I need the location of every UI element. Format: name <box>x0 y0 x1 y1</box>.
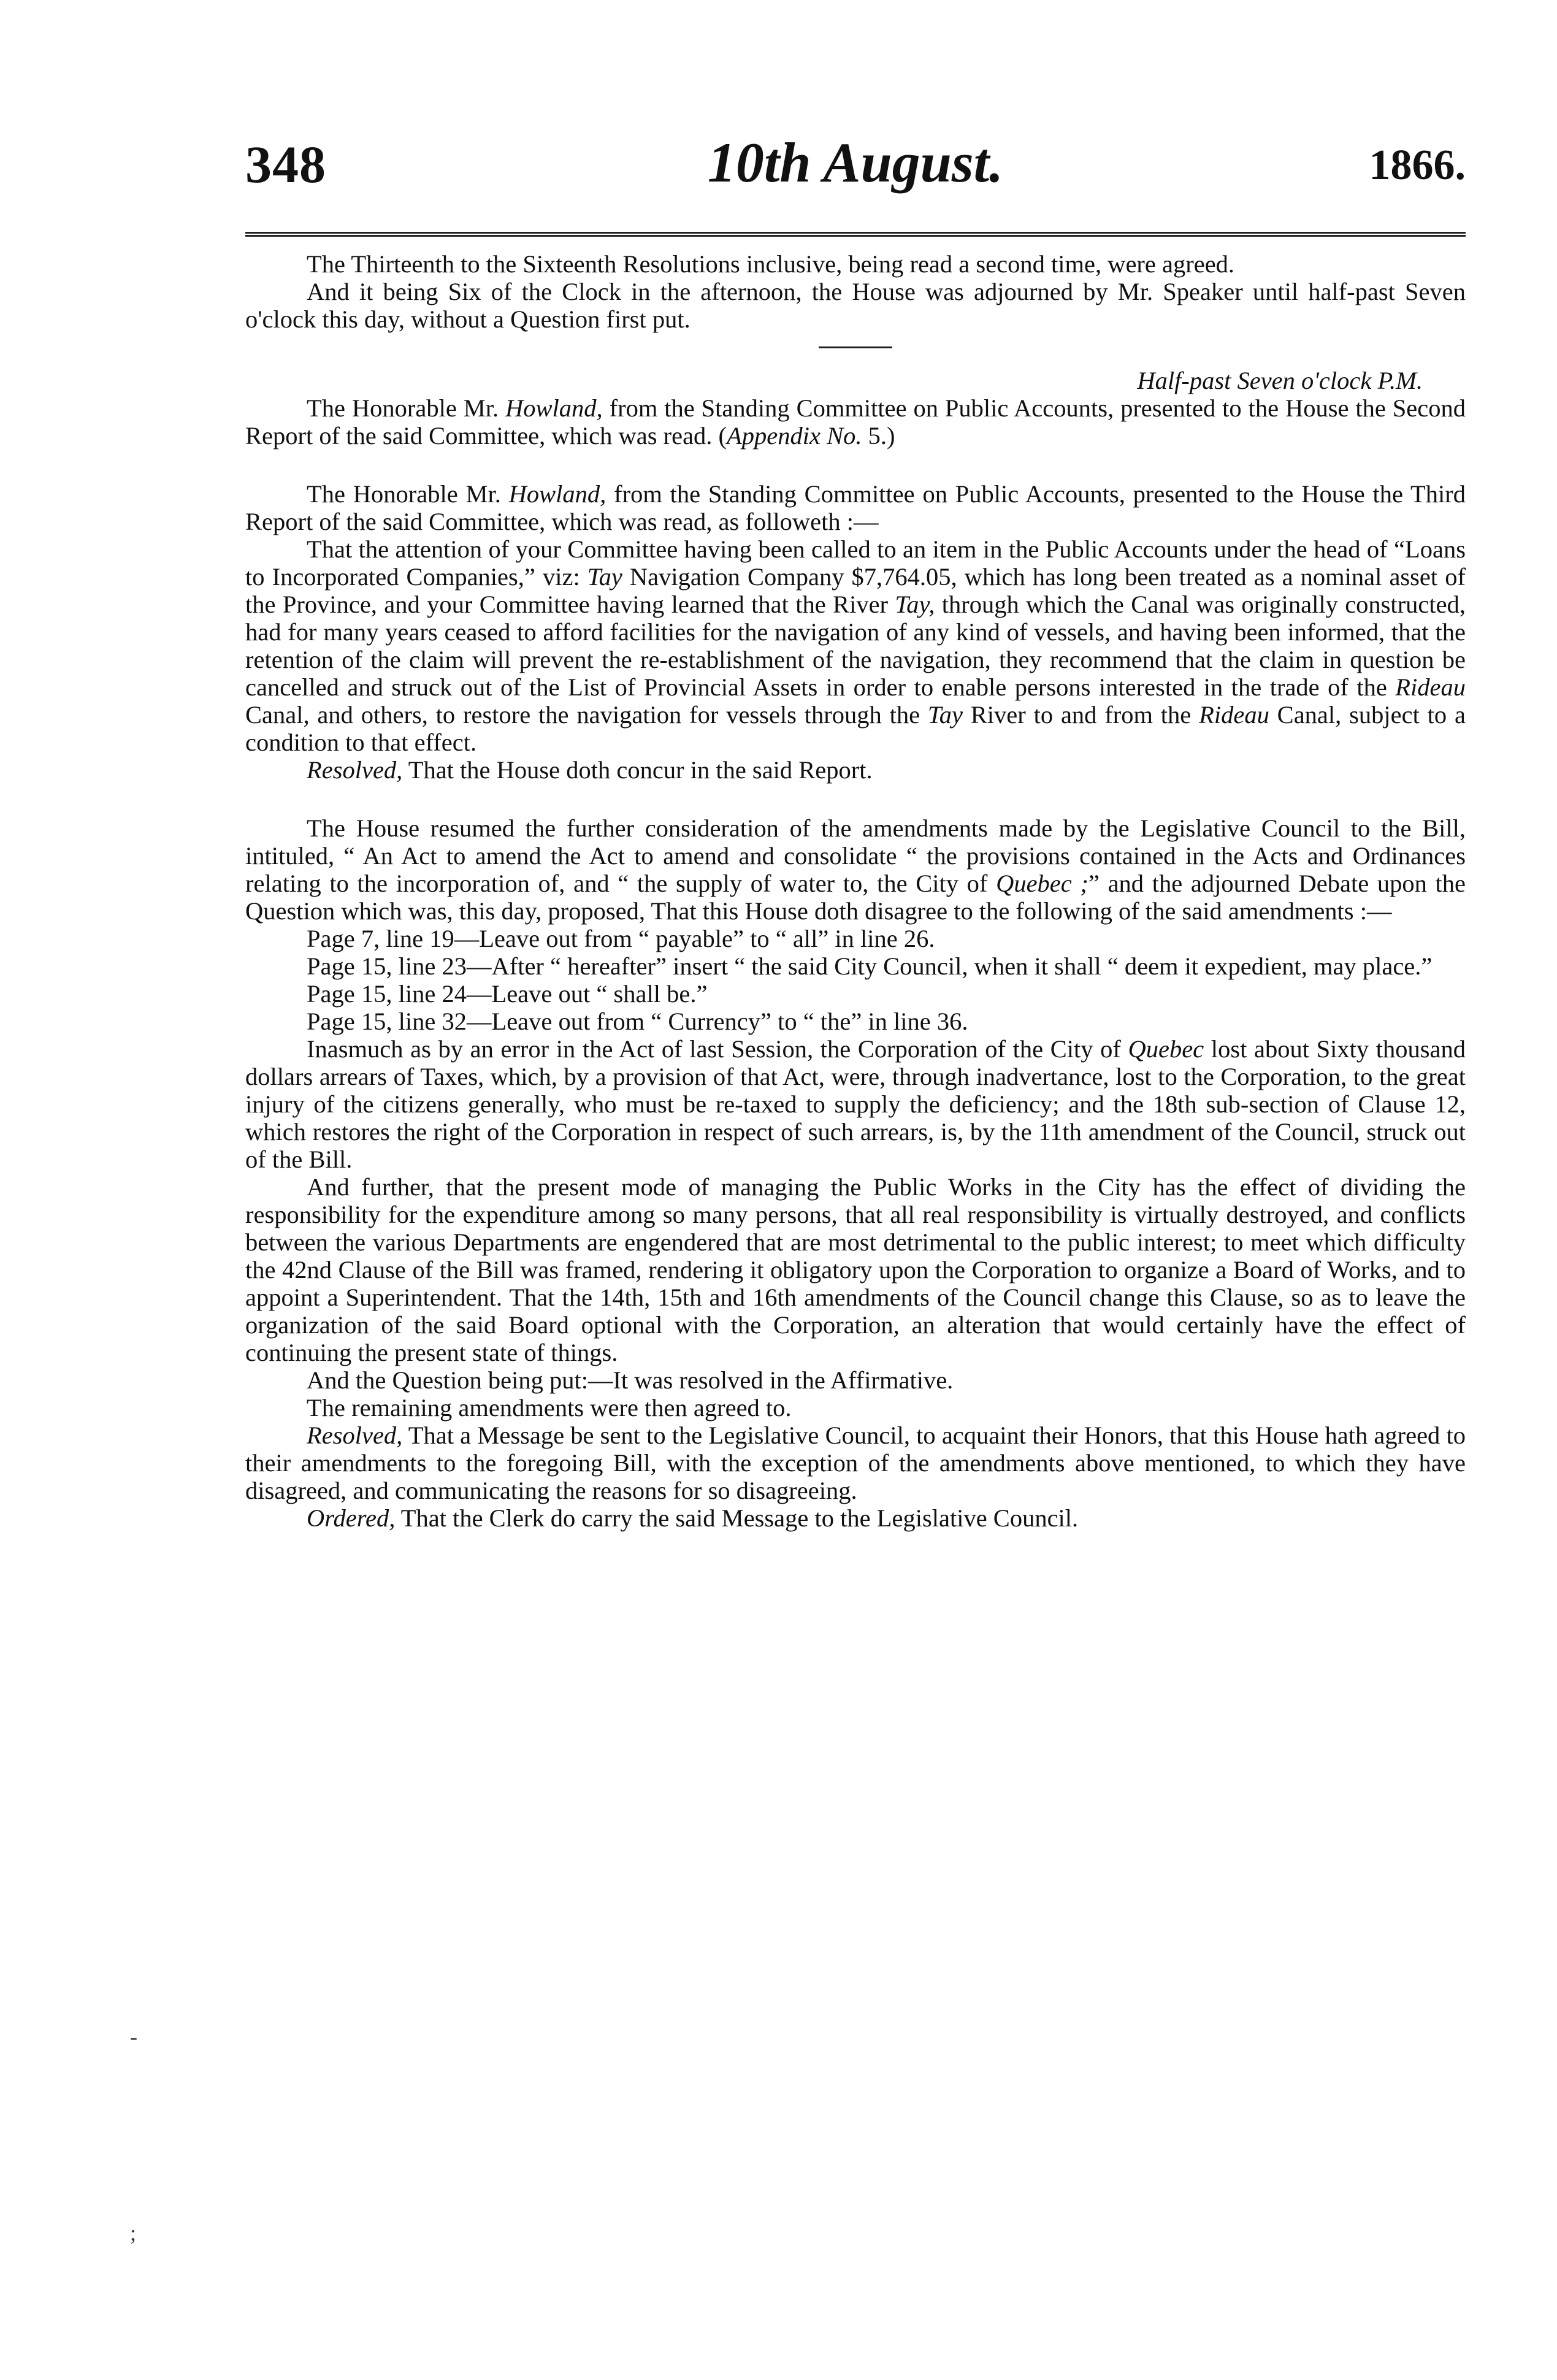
ordered-label: Ordered, <box>307 1504 396 1532</box>
paragraph-resolved-message <box>245 1421 1466 1504</box>
text-span: The Honorable Mr. <box>307 394 506 422</box>
amendment-page-15-line-24: Page 15, line 24—Leave out “ shall be.” <box>307 980 708 1008</box>
place-name: Rideau <box>1199 701 1269 729</box>
paragraph-second-report <box>245 394 1466 450</box>
margin-mark: - <box>130 2024 137 2049</box>
time-note: Half-past Seven o'clock P.M. <box>1137 367 1423 394</box>
text-span: That the attention of your Committee having been called to an item in the Public Accounts under the head of “Loans to Incorporated Companies,” viz: <box>245 535 1466 591</box>
paragraph-resolved-concur <box>245 756 1466 784</box>
text-span: lost about Sixty thousand dollars arrears of Taxes, which, by a provision of that Act, were, through inadvertance, lost to the Corporation, to the great injury of the citizens generally, who must be re-taxed to supply the deficiency; and the 18th sub-section of Clause 12, which restores the right of the Corporation in respect of such arrears, is, by the 11th amendment of the Council, struck out of the Bill. <box>245 1035 1466 1173</box>
text-span: That the Clerk do carry the said Message to the Legislative Council. <box>395 1504 1079 1532</box>
text-span: from the Standing Committee on Public Accounts, presented to the House the Second Report of the said Committee, which was read. ( <box>245 394 1466 450</box>
resolved-label: Resolved, <box>307 1421 403 1449</box>
text-span: The Honorable Mr. <box>307 480 509 508</box>
paragraph-remaining: The remaining amendments were then agreed to. <box>307 1394 792 1421</box>
paragraph-ordered <box>245 1504 1466 1532</box>
place-name: Quebec ; <box>996 870 1088 897</box>
text-span: River to and from the <box>962 701 1199 729</box>
member-name: Howland, <box>508 480 606 508</box>
place-name: Tay, <box>895 591 935 618</box>
paragraph-question-put: And the Question being put:—It was resolved in the Affirmative. <box>307 1366 954 1394</box>
paragraph-further: And further, that the present mode of managing the Public Works in the City has the effect of dividing the responsibility for the expenditure among so many persons, that all real responsibility is virtually destroyed, and conflicts between the various Departments are engendered that are most detrimental to the public interest; to meet which difficulty the 42nd Clause of the Bill was framed, rendering it obligatory upon the Corporation to organize a Board of Works, and to appoint a Superintendent. That the 14th, 15th and 16th amendments of the Council change this Clause, so as to leave the organization of the said Board optional with the Corporation, an alteration that would certainly have the effect of continuing the present state of things. <box>245 1173 1466 1366</box>
page-year: 1866. <box>1369 142 1466 189</box>
text-span: The House resumed the further consideration of the amendments made by the Legislative Council to the Bill, intituled, “ An Act to amend the Act to amend and consolidate “ the provisions contained in the Acts and Ordinances relating to the incorporation of, and “ the supply of water to, the City of <box>245 814 1466 897</box>
section-divider <box>819 346 892 348</box>
paragraph-adjourned: And it being Six of the Clock in the afternoon, the House was adjourned by Mr. Speaker until half-past Seven o'clock this day, without a Question first put. <box>245 278 1466 333</box>
place-name: Tay <box>927 701 963 729</box>
text-span: That the House doth concur in the said Report. <box>402 756 873 784</box>
member-name: Howland, <box>505 394 603 422</box>
appendix-ref: Appendix No. <box>727 422 862 450</box>
paragraph-report-text <box>245 535 1466 756</box>
page-number: 348 <box>245 135 326 194</box>
text-span: Canal, subject to a condition to that effect. <box>245 701 1466 756</box>
amendment-page-15-line-23: Page 15, line 23—After “ hereafter” insert “ the said City Council, when it shall “ deem it expedient, may place.” <box>307 952 1433 980</box>
text-span: Canal, and others, to restore the navigation for vessels through the <box>245 701 928 729</box>
page-title: 10th August. <box>707 131 1004 194</box>
place-name: Rideau <box>1395 673 1466 701</box>
paragraph-third-report <box>245 480 1466 535</box>
text-span: ” and the adjourned Debate upon the Question which was, this day, proposed, That this House doth disagree to the following of the said amendments :— <box>245 870 1466 925</box>
text-span: from the Standing Committee on Public Accounts, presented to the House the Third Report of the said Committee, which was read, as followeth :— <box>245 480 1466 535</box>
header-double-rule <box>245 232 1466 237</box>
text-span: Navigation Company $7,764.05, which has long been treated as a nominal asset of the Province, and your Committee having learned that the River <box>245 563 1466 618</box>
margin-mark: ; <box>130 2221 137 2245</box>
text-span: That a Message be sent to the Legislative Council, to acquaint their Honors, that this House hath agreed to their amendments to the foregoing Bill, with the exception of the amendments above mentioned, to which they have disagreed, and communicating the reasons for so disagreeing. <box>245 1421 1466 1504</box>
document-body <box>245 250 1466 1532</box>
place-name: Tay <box>587 563 622 591</box>
amendment-page-7: Page 7, line 19—Leave out from “ payable” to “ all” in line 26. <box>307 925 935 952</box>
text-span: through which the Canal was originally constructed, had for many years ceased to afford facilities for the navigation of any kind of vessels, and having been informed, that the retention of the claim will prevent the re-establishment of the navigation, they recommend that the claim in question be cancelled and struck out of the List of Provincial Assets in order to enable persons interested in the trade of the <box>245 591 1466 701</box>
place-name: Quebec <box>1128 1035 1204 1063</box>
amendment-page-15-line-32: Page 15, line 32—Leave out from “ Currency” to “ the” in line 36. <box>307 1008 968 1035</box>
page-header <box>245 131 1466 207</box>
paragraph-resolutions: The Thirteenth to the Sixteenth Resolutions inclusive, being read a second time, were agreed. <box>307 250 1235 278</box>
resolved-label: Resolved, <box>307 756 403 784</box>
text-span: 5.) <box>862 422 895 450</box>
paragraph-amendments <box>245 814 1466 925</box>
text-span: Inasmuch as by an error in the Act of last Session, the Corporation of the City of <box>307 1035 1128 1063</box>
paragraph-inasmuch <box>245 1035 1466 1173</box>
